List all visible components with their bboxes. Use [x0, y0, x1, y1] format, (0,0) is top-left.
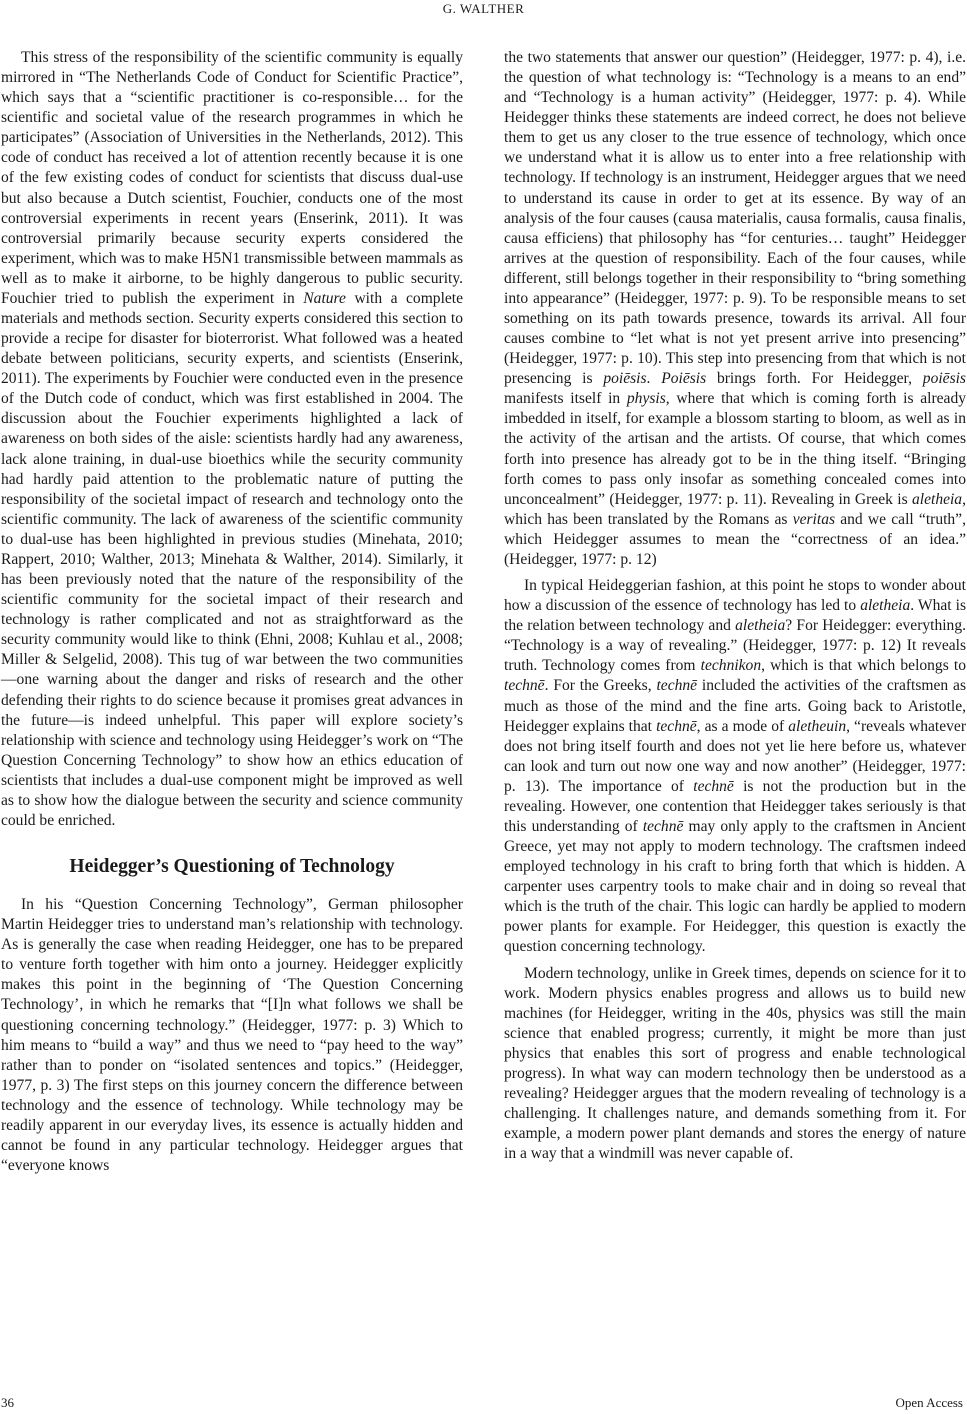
left-column [1, 48, 463, 1176]
body-paragraph: In typical Heideggerian fashion, at this point he stops to wonder about how a discussion of the essence of technology has led to aletheia. What is the relation between technology and aletheia? For Heidegger: everything. “Technology is a way of revealing.” (Heidegger, 1977: p. 12) It reveals truth. Technology comes from technikon, which is that which belongs to technē. For the Greeks, technē included the activities of the craftsmen as much as those of the mind and the fine arts. Going back to Aristotle, Heidegger explains that technē, as a mode of aletheuin, “reveals whatever does not bring itself fourth and does not yet lie here before us, whatever can look and turn out now one way and now another” (Heidegger, 1977: p. 13). The importance of technē is not the production but in the revealing. However, one contention that Heidegger takes seriously is that this understanding of technē may only apply to the craftsmen in Ancient Greece, yet may not apply to modern technology. The craftsmen indeed employed technology in his craft to bring forth that which is hidden. A carpenter uses carpentry tools to make chair and in doing so reveal that which is the truth of the chair. This logic can hardly be applied to modern power plants for example. For Heidegger, this question is exactly the question concerning technology. [504, 577, 967, 956]
body-paragraph: the two statements that answer our question” (Heidegger, 1977: p. 4), i.e. the question of what technology is: “Technology is a means to an end” and “Technology is a human activity” (Heidegger, 1977: p. 4). While Heidegger thinks these statements are indeed correct, he does not believe them to get us any closer to the true essence of technology, which once we understand what it is allow us to enter into a free relationship with technology. If technology is an instrument, Heidegger argues that we need to understand its cause in order to get at its essence. By way of an analysis of the four causes (causa materialis, causa formalis, causa finalis, causa efficiens) that philosophy has “for centuries… taught” Heidegger arrives at the question of responsibility. Each of the four causes, while different, still belongs together in their responsibility to “bring something into appearance” (Heidegger, 1977: p. 9). To be responsible means to set something on its path towards presence, towards its arrival. All four causes combine to “let what is not yet present arrive into presencing” (Heidegger, 1977: p. 10). This step into presencing from that which is not presencing is poiēsis. Poiēsis brings forth. For Heidegger, poiēsis manifests itself in physis, where that which is coming forth is already imbedded in itself, for example a blossom starting to bloom, as well as in the activity of the artisan and the artists. Of course, that which comes forth into presence has already got to be in the thing itself. “Bringing forth comes to pass only insofar as something concealed comes into unconcealment” (Heidegger, 1977: p. 11). Revealing in Greek is aletheia, which has been translated by the Romans as veritas and we call “truth”, which Heidegger assumes to mean the “correctness of an idea.” (Heidegger, 1977: p. 12) [504, 49, 966, 568]
page-number: 36 [1, 1395, 14, 1410]
section-heading: Heidegger’s Questioning of Technology [69, 856, 395, 878]
body-paragraph: Modern technology, unlike in Greek times, depends on science for it to work. Modern physics enables progress and allows us to build new machines (for Heidegger, writing in the 40s, physics was still the main science that enabled progress; currently, it might be more than just physics that enables this sort of progress and enable technological progress). In what way can modern technology then be understood as a revealing? Heidegger argues that the modern revealing of technology is a challenging. It challenges nature, and demands something from it. For example, a modern power plant demands and stores the energy of nature in a way that a windmill was never capable of. [504, 964, 966, 1163]
right-column [504, 48, 966, 1164]
body-paragraph: In his “Question Concerning Technology”, German philosopher Martin Heidegger tries to understand man’s relationship with technology. As is generally the case when reading Heidegger, one has to be prepared to venture forth together with him onto a journey. Heidegger explicitly makes this point in the beginning of ‘The Question Concerning Technology’, in which he remarks that “[I]n what follows we shall be questioning concerning technology.” (Heidegger, 1977: p. 3) Which to him means to “build a way” and thus we need to “pay heed to the way” rather than to ponder on “isolated sentences and topics.” (Heidegger, 1977, p. 3) The first steps on this journey concern the difference between technology and the essence of technology. While technology may be readily apparent in our everyday lives, its essence is actually hidden and cannot be found in any particular technology. Heidegger argues that “everyone knows [1, 896, 463, 1175]
body-paragraph: This stress of the responsibility of the scientific community is equally mirrored in “The Netherlands Code of Conduct for Scientific Practice”, which says that a “scientific practitioner is co-responsible… for the scientific and societal value of the research programmes in which he participates” (Association of Universities in the Netherlands, 2012). This code of conduct has received a lot of attention recently because it is one of the few existing codes of conduct for scientists that discuss dual-use but also because a Dutch scientist, Fouchier, conducts one of the most controversial experiments in recent years (Enserink, 2011). It was controversial primarily because security experts considered the experiment, which was to make H5N1 transmissible between mammals as well as to make it airborne, to be highly dangerous to public security. Fouchier tried to publish the experiment in Nature with a complete materials and methods section. Security experts considered this section to provide a recipe for disaster for bioterrorist. What followed was a heated debate between politicians, security experts, and scientists (Enserink, 2011). The experiments by Fouchier were conducted even in the presence of the Dutch code of conduct, which was first established in 2004. The discussion about the Fouchier experiments highlighted a lack of awareness on both sides of the aisle: scientists hardly had any awareness, lack alone training, in dual-use bioethics while the security community had hardly paid attention to the problematic nature of putting the responsibility of the societal impact of research and technology onto the scientific community. The lack of awareness of the scientific community to dual-use has been highlighted in previous studies (Minehata, 2010; Rappert, 2010; Walther, 2013; Minehata & Walther, 2014). Similarly, it has been previously noted that the nature of the responsibility of the scientific community for the societal impact of their research and technology is rather complicated and not as straightforward as the security community would like to think (Ehni, 2008; Kuhlau et al., 2008; Miller & Selgelid, 2008). This tug of war between the two communities—one warning about the danger and risks of research and the other defending their rights to do science because it promises great advances in the future—is indeed unhelpful. This paper will explore society’s relationship with science and technology using Heidegger’s work on “The Question Concerning Technology” to show how an ethics education of scientists that includes a dual-use component might be improved as well as to show how the dialogue between the security and science community could be enriched. [1, 49, 464, 829]
running-head: G. WALTHER [442, 1, 525, 16]
journal-label: Open Access [895, 1395, 963, 1410]
